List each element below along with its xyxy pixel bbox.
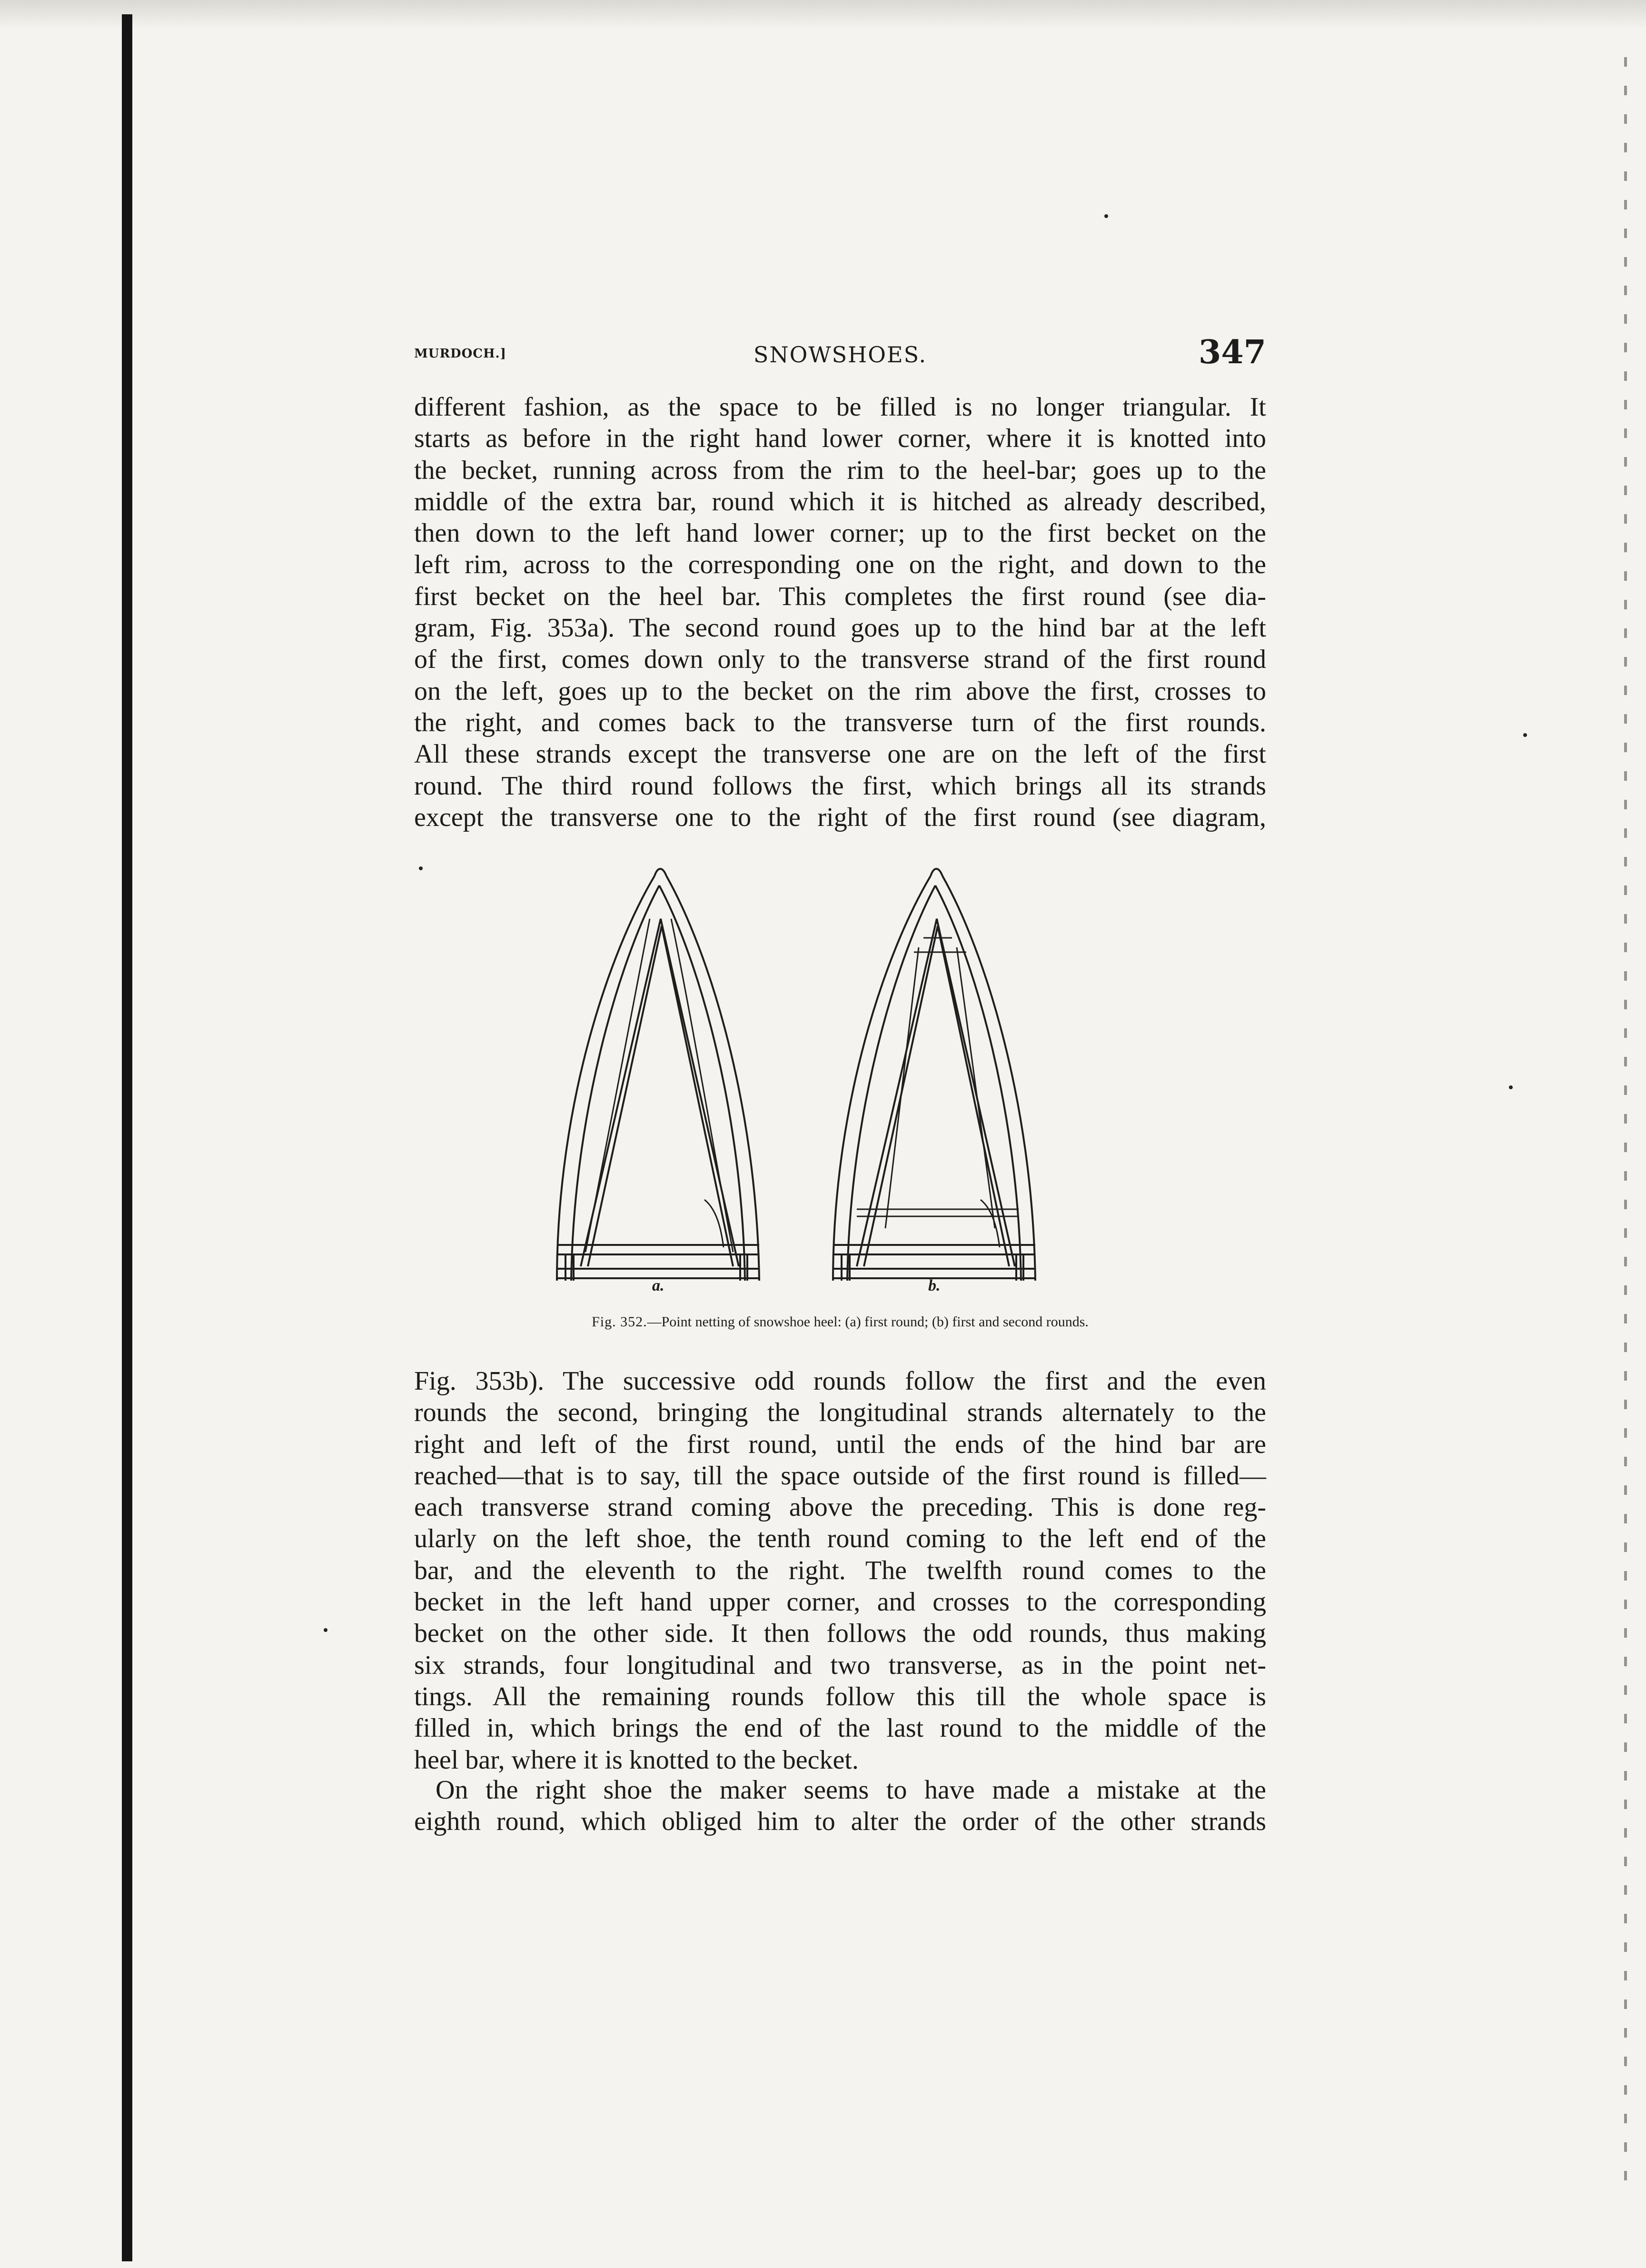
- panel-b-drawing: [833, 869, 1035, 1281]
- text-line: rounds the second, bringing the longitudinal strands alternately to the: [414, 1398, 1266, 1428]
- text-line: six strands, four longitudinal and two transverse, as in the point net-: [414, 1650, 1266, 1680]
- figure-label-b: b.: [928, 1277, 941, 1294]
- text-line: right and left of the first round, until the ends of the hind bar are: [414, 1429, 1266, 1459]
- paragraph-1: [414, 391, 1266, 833]
- text-line: of the first, comes down only to the transverse strand of the first round: [414, 645, 1266, 675]
- text-line: reached—that is to say, till the space outside of the first round is filled—: [414, 1461, 1266, 1491]
- text-line: ularly on the left shoe, the tenth round coming to the left end of the: [414, 1524, 1266, 1554]
- caption-figure-number: Fig. 352.: [592, 1314, 647, 1330]
- text-line: bar, and the eleventh to the right. The twelfth round comes to the: [414, 1555, 1266, 1585]
- scan-speck: [419, 866, 423, 870]
- text-line: starts as before in the right hand lower corner, where it is knotted into: [414, 424, 1266, 454]
- text-line: then down to the left hand lower corner; up to the first becket on the: [414, 518, 1266, 548]
- text-line: becket in the left hand upper corner, and crosses to the corresponding: [414, 1587, 1266, 1617]
- scan-edge-right: [1624, 57, 1627, 2199]
- text-line: filled in, which brings the end of the last round to the middle of the: [414, 1713, 1266, 1743]
- text-line: heel bar, where it is knotted to the becket.: [414, 1745, 859, 1775]
- text-line: different fashion, as the space to be filled is no longer triangular. It: [414, 392, 1266, 422]
- running-head-title: SNOWSHOES.: [753, 342, 927, 368]
- text-line: on the left, goes up to the becket on the rim above the first, crosses to: [414, 676, 1266, 706]
- scan-speck: [1523, 733, 1527, 737]
- text-line: On the right shoe the maker seems to have made a mistake at the: [436, 1775, 1266, 1805]
- text-line: the becket, running across from the rim to the heel-bar; goes up to the: [414, 455, 1266, 485]
- text-line: round. The third round follows the first, which brings all its strands: [414, 771, 1266, 801]
- snowshoe-heel-diagram: [552, 866, 1133, 1300]
- paragraph-3: [414, 1774, 1266, 1838]
- figure-352: [552, 866, 1133, 1300]
- scan-speck: [1509, 1085, 1513, 1089]
- text-line: eighth round, which obliged him to alter the order of the other strands: [414, 1807, 1266, 1837]
- running-head-author: MURDOCH.]: [414, 347, 506, 361]
- text-line: first becket on the heel bar. This completes the first round (see dia-: [414, 581, 1266, 611]
- text-line: gram, Fig. 353a). The second round goes up to the hind bar at the left: [414, 613, 1266, 643]
- text-line: left rim, across to the corresponding one on the right, and down to the: [414, 550, 1266, 580]
- figure-label-a: a.: [652, 1277, 664, 1294]
- binding-shadow: [122, 14, 132, 2261]
- text-line: the right, and comes back to the transverse turn of the first rounds.: [414, 707, 1266, 737]
- panel-a-drawing: [557, 869, 759, 1281]
- scan-shadow-top: [0, 0, 1646, 29]
- scan-speck: [324, 1628, 327, 1632]
- text-line: becket on the other side. It then follows the odd rounds, thus making: [414, 1619, 1266, 1649]
- page-number: 347: [1199, 333, 1266, 371]
- paragraph-2: [414, 1365, 1266, 1776]
- text-line: Fig. 353b). The successive odd rounds follow the first and the even: [414, 1366, 1266, 1396]
- running-head: [414, 333, 1266, 376]
- figure-caption: [414, 1314, 1266, 1330]
- text-line: except the transverse one to the right of the first round (see diagram,: [414, 802, 1266, 832]
- text-line: tings. All the remaining rounds follow this till the whole space is: [414, 1681, 1266, 1711]
- caption-text: —Point netting of snowshoe heel: (a) first round; (b) first and second rounds.: [647, 1314, 1089, 1330]
- text-line: each transverse strand coming above the preceding. This is done reg-: [414, 1492, 1266, 1522]
- text-line: All these strands except the transverse one are on the left of the first: [414, 739, 1266, 769]
- scan-speck: [1104, 214, 1108, 218]
- text-line: middle of the extra bar, round which it is hitched as already described,: [414, 487, 1266, 517]
